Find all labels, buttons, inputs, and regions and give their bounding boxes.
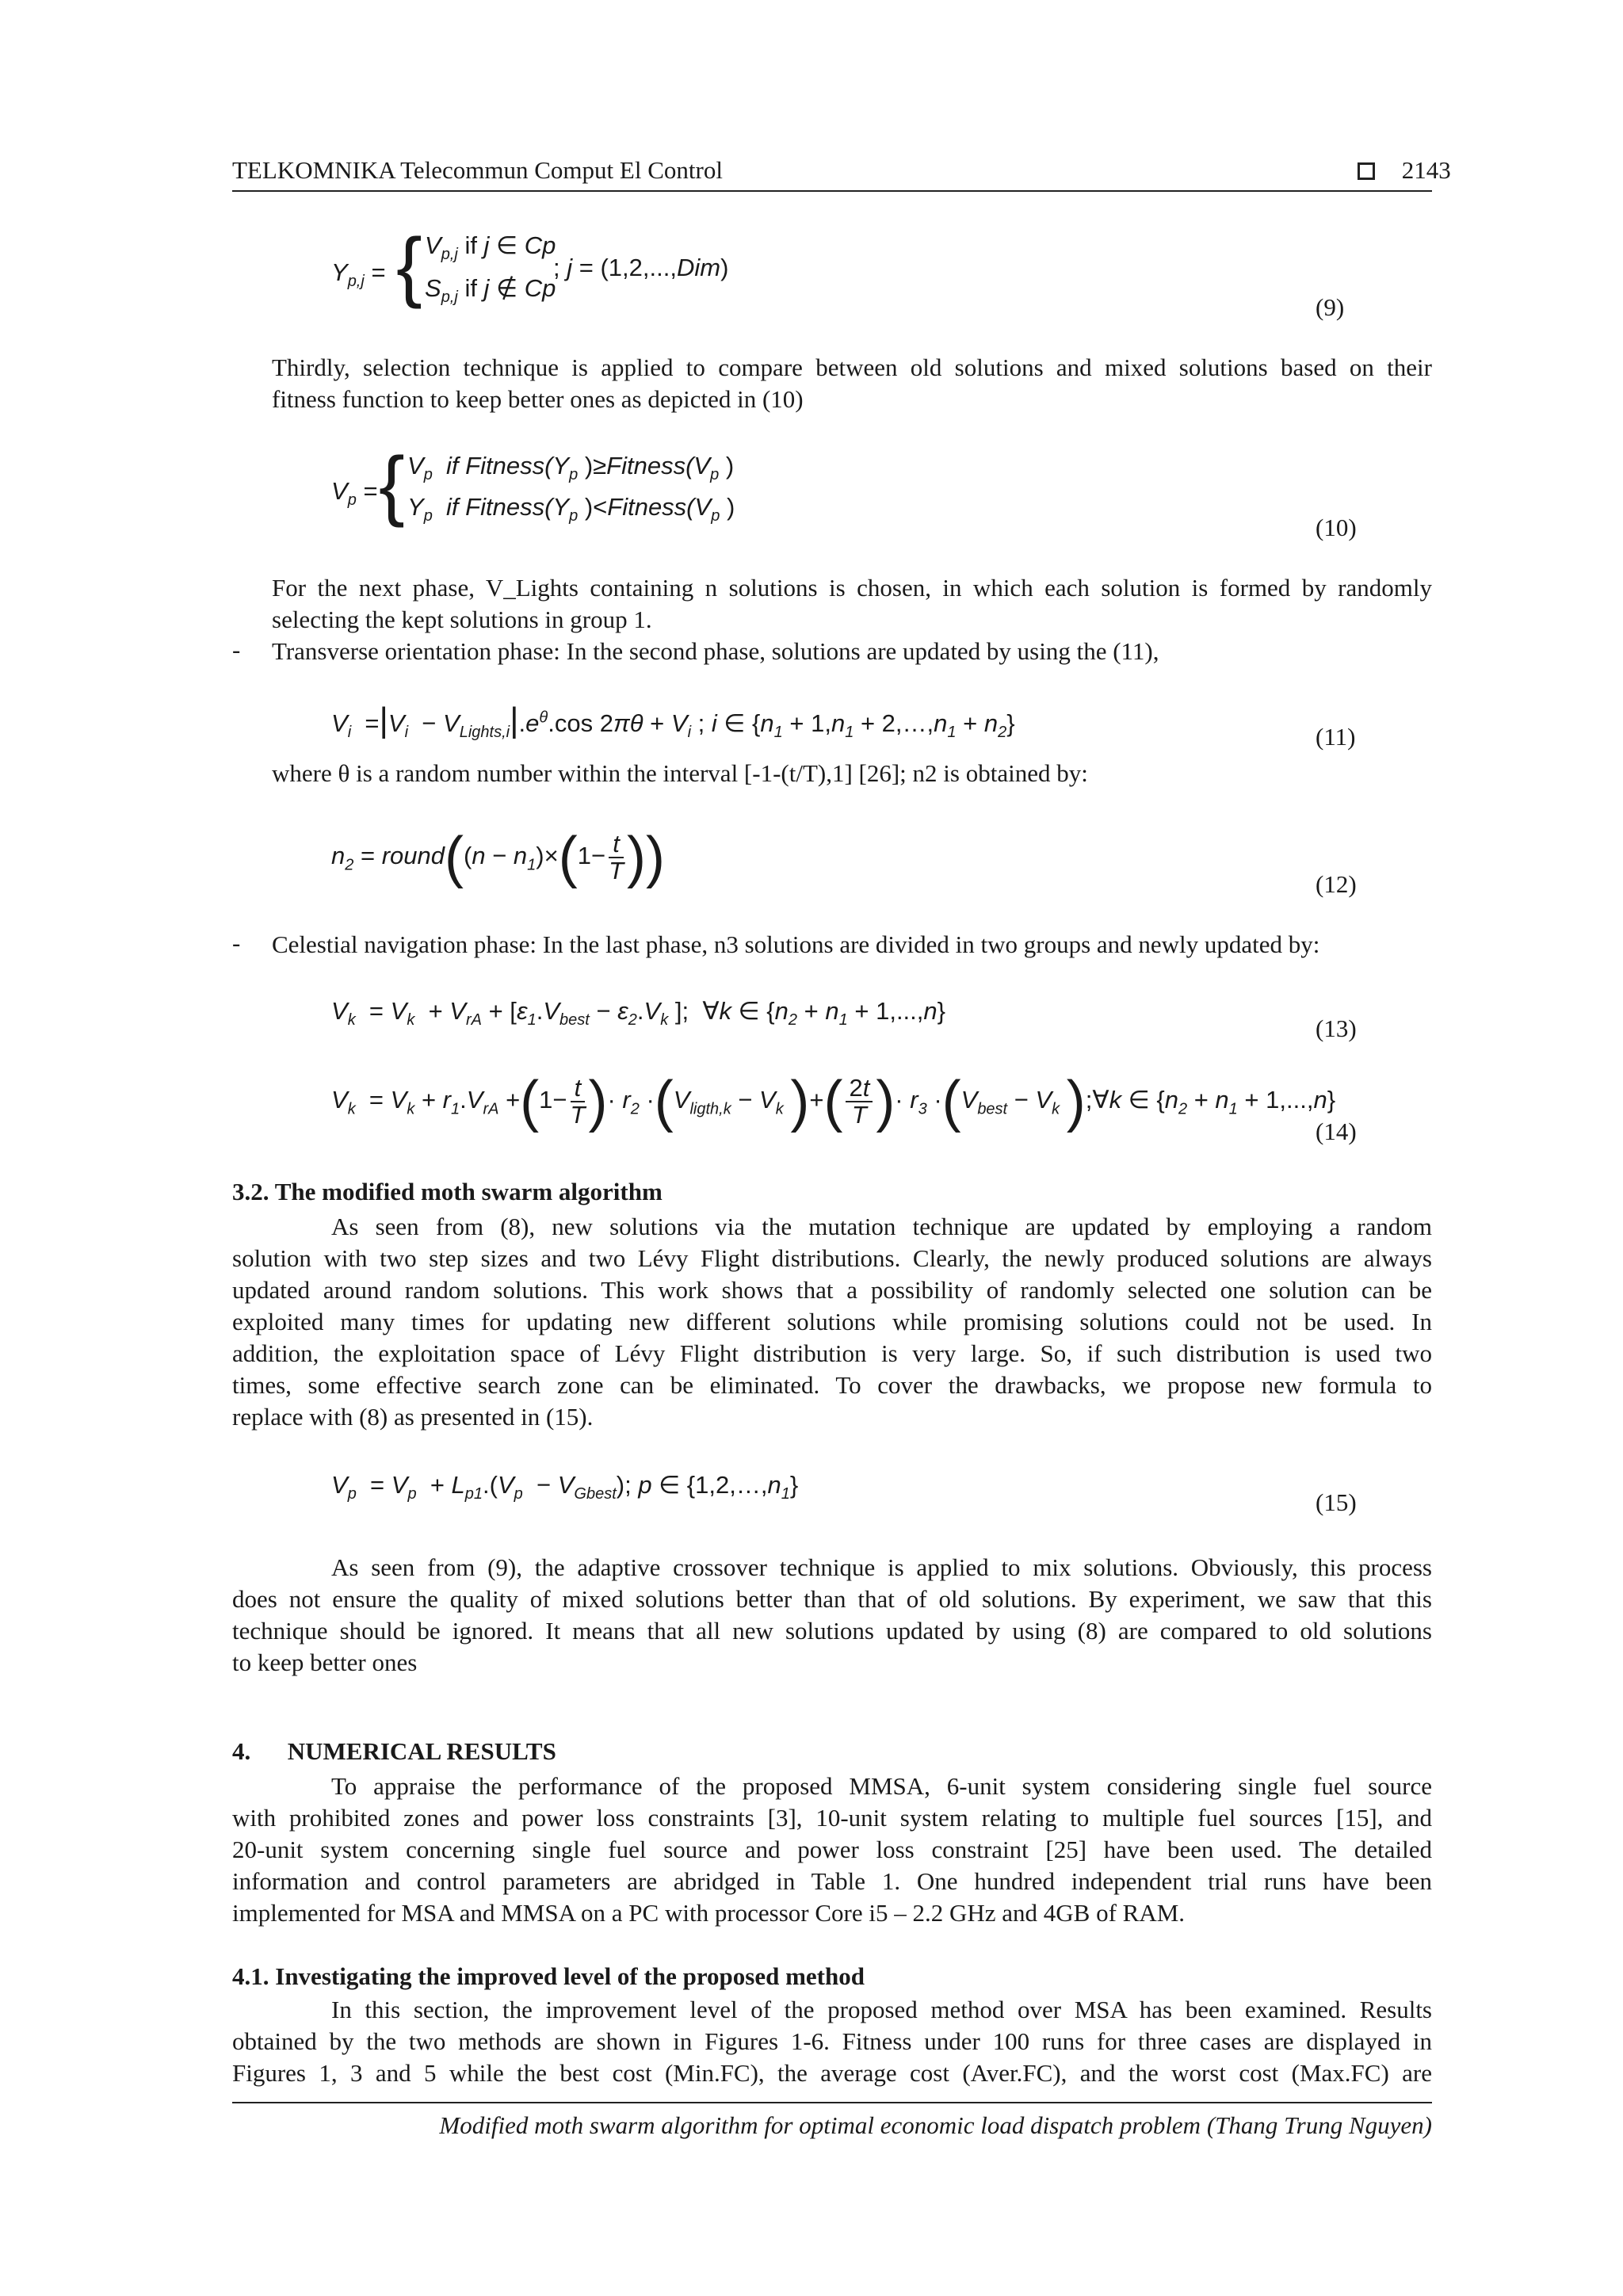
section-heading-3-2: 3.2. The modified moth swarm algorithm xyxy=(232,1178,663,1205)
eq-number-13: (13) xyxy=(1316,1014,1357,1042)
eq-number-14: (14) xyxy=(1316,1117,1357,1145)
equation-13: $V_k = V_k + V_{rA} + [\varepsilon_1.V_{best} - \varepsilon_2.V_k$ ]; ∀k ∈ $\{n_2 + n_1 + 1,...,n\}$ xyxy=(331,997,946,1030)
footer-rule xyxy=(232,2102,1432,2103)
text-line: addition, the exploitation space of Lévy Flight distribution is very large. So, if such distribution is used two xyxy=(232,1339,1432,1367)
text-line: fitness function to keep better ones as depicted in (10) xyxy=(272,385,804,413)
text-line: As seen from (8), new solutions via the mutation technique are updated by employing a random xyxy=(331,1213,1432,1240)
paragraph-crossover xyxy=(232,1552,1432,1679)
text-line: replace with (8) as presented in (15). xyxy=(232,1403,594,1431)
text-line: 20-unit system concerning single fuel source and power loss constraint [25] have been used. The detailed xyxy=(232,1836,1432,1863)
section-heading-4-1: 4.1. Investigating the improved level of the proposed method xyxy=(232,1962,865,1990)
text-line: Thirdly, selection technique is applied to compare between old solutions and mixed solutions based on their xyxy=(272,353,1432,381)
text-line: To appraise the performance of the proposed MMSA, 6-unit system considering single fuel source xyxy=(331,1772,1432,1800)
text-line: times, some effective search zone can be eliminated. To cover the drawbacks, we propose new formula to xyxy=(232,1371,1432,1399)
text-line: with prohibited zones and power loss constraints [3], 10-unit system relating to multiple fuel sources [15], and xyxy=(232,1804,1432,1832)
text-line: In this section, the improvement level of the proposed method over MSA has been examined. Results xyxy=(331,1996,1432,2023)
paragraph-celestial: Celestial navigation phase: In the last phase, n3 solutions are divided in two groups and newly updated by: xyxy=(272,930,1320,958)
text-line: does not ensure the quality of mixed solutions better than that of old solutions. By experiment, we saw that this xyxy=(232,1585,1432,1613)
text-line: updated around random solutions. This work shows that a possibility of randomly selected one solution can be xyxy=(232,1276,1432,1304)
paragraph-next-phase xyxy=(272,572,1432,636)
eq-number-10: (10) xyxy=(1316,514,1357,541)
text-line: implemented for MSA and MMSA on a PC with processor Core i5 – 2.2 GHz and 4GB of RAM. xyxy=(232,1899,1186,1927)
text-line: As seen from (9), the adaptive crossover technique is applied to mix solutions. Obviously, this process xyxy=(331,1553,1432,1581)
paragraph-investigating xyxy=(232,1994,1432,2089)
eq-number-9: (9) xyxy=(1316,293,1345,321)
bullet-dash: - xyxy=(232,929,241,957)
running-header: TELKOMNIKA Telecommun Comput El Control xyxy=(232,156,723,184)
text-line: technique should be ignored. It means that all new solutions updated by using (8) are compared to old solutions xyxy=(232,1617,1432,1645)
eq-number-11: (11) xyxy=(1316,723,1356,751)
paragraph-selection xyxy=(272,352,1432,415)
text-line: Figures 1, 3 and 5 while the best cost (Min.FC), the average cost (Aver.FC), and the worst cost (Max.FC) are xyxy=(232,2059,1432,2087)
text-line: obtained by the two methods are shown in Figures 1-6. Fitness under 100 runs for three cases are displayed in xyxy=(232,2027,1432,2055)
paragraph-modified-msa xyxy=(232,1211,1432,1433)
eq-number-12: (12) xyxy=(1316,870,1357,898)
bullet-dash: - xyxy=(232,636,241,663)
header-rule xyxy=(232,190,1432,192)
paragraph-transverse: Transverse orientation phase: In the second phase, solutions are updated by using the (11), xyxy=(272,637,1159,665)
text-line: to keep better ones xyxy=(232,1648,418,1676)
equation-15: $V_p = V_p + L_{p1}.(V_p - V_{Gbest})$; p ∈ $\{1,2,\dots,n_1\}$ xyxy=(331,1471,799,1503)
paragraph-where-theta: where θ is a random number within the interval [-1-(t/T),1] [26]; n2 is obtained by: xyxy=(272,759,1088,787)
text-line: For the next phase, V_Lights containing n solutions is chosen, in which each solution is formed by randomly xyxy=(272,574,1432,602)
text-line: information and control parameters are abridged in Table 1. One hundred independent trial runs have been xyxy=(232,1867,1432,1895)
equation-12: $n_2$ = round((n − $n_1)\times(1-$ $\frac{t}{T}$ )) xyxy=(331,826,665,889)
running-footer: Modified moth swarm algorithm for optimal economic load dispatch problem (Thang Trung Nguyen) xyxy=(439,2111,1432,2139)
eq-number-15: (15) xyxy=(1316,1488,1357,1516)
text-line: selecting the kept solutions in group 1. xyxy=(272,606,652,633)
page-number: 2143 xyxy=(1401,156,1451,184)
section-heading-4: 4. NUMERICAL RESULTS xyxy=(232,1737,556,1765)
page-number-group xyxy=(1358,156,1451,185)
square-bullet-icon xyxy=(1358,162,1375,180)
text-line: exploited many times for updating new different solutions while promising solutions could not be used. In xyxy=(232,1308,1432,1335)
equation-11: $V_i =|V_i - V_{Lights,i}|.e^\theta.\cos$ $2\pi\theta + V_i$ ; i ∈ {$n_1 + 1,n_1$ + $2,\dots,n_1 + n_2$} xyxy=(331,701,1015,742)
text-line: solution with two step sizes and two Lévy Flight distributions. Clearly, the newly produced solutions are always xyxy=(232,1244,1432,1272)
equation-14: $V_k = V_k + r_1.V_{rA} +(1-$ $\frac{t}{T}$ )· $r_2 \cdot(V_{ligth,k} - V_k$ )+( $\frac{2t}{T}$ )· $r_3 \cdot(V_{best} - V_k$ );∀k ∈ $\{n_2 + n_1 + 1,...,n\}$ xyxy=(331,1070,1336,1133)
paragraph-numerical-results xyxy=(232,1771,1432,1929)
